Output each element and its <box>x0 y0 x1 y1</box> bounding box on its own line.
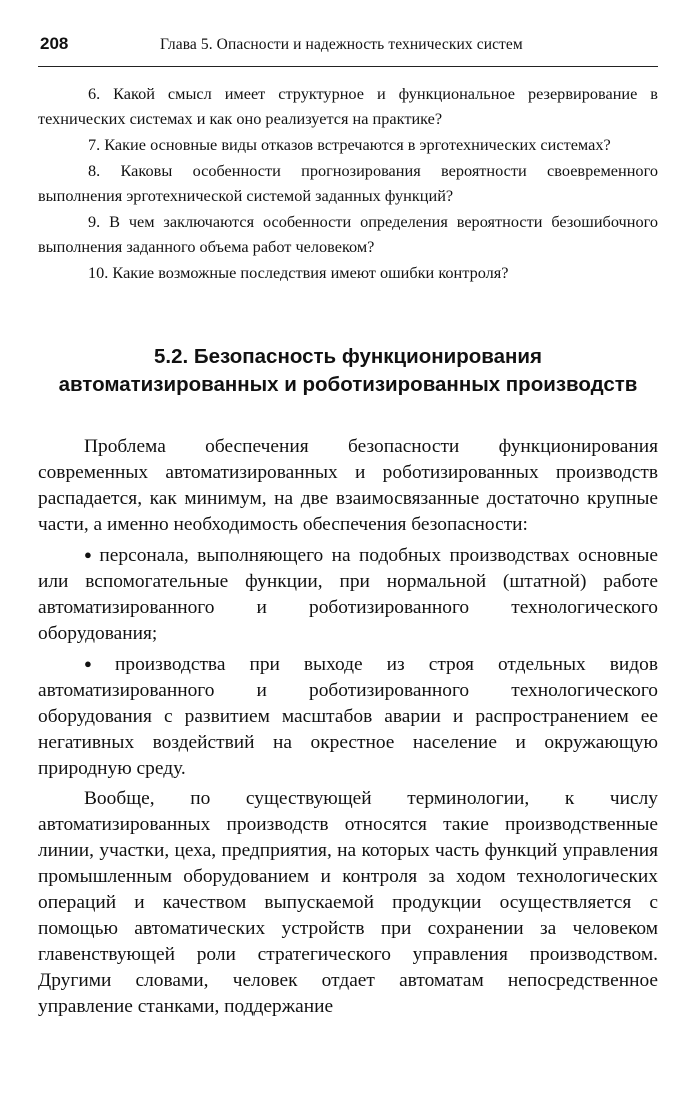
question-item: 7. Какие основные виды отказов встречаются в эрготехнических системах? <box>88 135 611 154</box>
question-item: 9. В чем заключаются особенности определения вероятности безошибочного выполнения заданного объема работ человеком? <box>38 212 658 256</box>
question-item: 8. Каковы особенности прогнозирования вероятности своевременного выполнения эрготехнической системой заданных функций? <box>38 161 658 205</box>
closing-paragraph: Вообще, по существующей терминологии, к числу автоматизированных производств относятся такие производственные линии, участки, цеха, предприятия, на которых часть функций управления промышленным оборудованием и контроля за ходом технологических операций и качеством выпускаемой продукции осуществляется с помощью автоматических устройств при сохранении за человеком главенствующей роли стратегического управления производством. Другими словами, человек отдает автоматам непосредственное управление станками, поддержание <box>38 788 658 1017</box>
bullet-paragraph <box>38 651 658 782</box>
bullet-icon: ● <box>84 656 112 671</box>
book-page <box>38 34 658 1024</box>
bullet-icon: ● <box>84 547 96 562</box>
chapter-title: Глава 5. Опасности и надежность технических систем <box>160 36 523 53</box>
section-body <box>38 434 658 1020</box>
review-questions <box>38 81 658 285</box>
bullet-text: персонала, выполняющего на подобных производствах основные или вспомогательные функции, при нормальной (штатной) работе автоматизированного и роботизированного технологического оборудования; <box>38 545 658 644</box>
question-item: 6. Какой смысл имеет структурное и функциональное резервирование в технических системах и как оно реализуется на практике? <box>38 84 658 128</box>
bullet-paragraph <box>38 542 658 647</box>
question-item: 10. Какие возможные последствия имеют ошибки контроля? <box>88 263 509 282</box>
running-head <box>38 34 658 67</box>
bullet-text: производства при выходе из строя отдельных видов автоматизированного и роботизированного технологического оборудования с развитием масштабов аварии и распространением ее негативных воздействий на окрестное население и окружающую природную среду. <box>38 654 658 779</box>
intro-paragraph: Проблема обеспечения безопасности функционирования современных автоматизированных и роботизированных производств распадается, как минимум, на две взаимосвязанные достаточно крупные части, а именно необходимость обеспечения безопасности: <box>38 436 658 535</box>
page-number: 208 <box>40 34 69 53</box>
section-heading: 5.2. Безопасность функционирования автоматизированных и роботизированных производств <box>58 345 638 396</box>
